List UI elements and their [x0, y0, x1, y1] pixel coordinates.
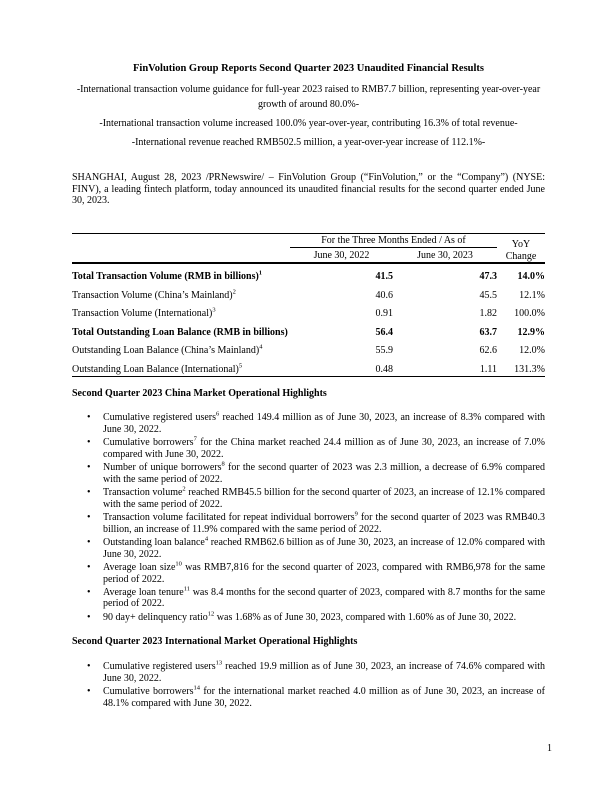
footnote-ref: 10: [175, 560, 182, 568]
yoy-label-line1: YoY: [511, 239, 531, 251]
bullet-icon: •: [87, 437, 91, 449]
yoy-value: 131.3%: [497, 357, 545, 376]
footnote-ref: 2: [232, 288, 236, 296]
yoy-value: 12.0%: [519, 345, 545, 357]
table-row: [72, 338, 545, 357]
bullet-text-pre: Transaction volume facilitated for repeat individual borrowers: [103, 512, 355, 523]
footnote-ref: 3: [212, 306, 216, 314]
footnote-ref: 1: [258, 269, 263, 277]
row-label-text: Outstanding Loan Balance (China’s Mainland): [72, 345, 260, 357]
value-2022: 41.5: [375, 271, 393, 282]
dateline-paragraph: SHANGHAI, August 28, 2023 /PRNewswire/ – FinVolution Group (“FinVolution,” or the “Company”) (NYSE: FINV), a leading fintech platform, today announced its unaudited financial results for the second quarter ended June 30, 2023.: [72, 172, 545, 207]
subheadline-1: -International transaction volume guidance for full-year 2023 raised to RMB7.7 billion, representing year-over-year growth of around 80.0%-: [76, 84, 541, 110]
table-row: [72, 263, 545, 283]
bullet-icon: •: [87, 487, 91, 499]
bullet-text-pre: Cumulative registered users: [103, 661, 216, 673]
yoy-value: 14.0%: [517, 271, 545, 282]
page-content: [72, 62, 545, 711]
bullet-text-pre: Cumulative borrowers: [103, 685, 194, 697]
value-2022: 0.48: [290, 357, 393, 376]
value-2023: 45.5: [479, 289, 497, 301]
intl-bullet-list: [72, 661, 545, 709]
list-item: [72, 512, 545, 535]
row-label-text: Transaction Volume (International): [72, 308, 213, 320]
bullet-text-pre: Outstanding loan balance: [103, 536, 205, 548]
row-label: [72, 263, 290, 283]
bullet-text-pre: Number of unique borrowers: [103, 462, 222, 474]
list-item: [72, 462, 545, 485]
footnote-ref: 14: [193, 684, 201, 692]
bullet-text-post: for the second quarter of 2023 was 2.3 million, a decrease of 6.9% compared with the same period of 2022.: [103, 462, 545, 485]
footnote-ref: 6: [216, 411, 220, 419]
row-label: [72, 301, 290, 320]
value-2022: 40.6: [375, 289, 393, 301]
bullet-text-post: reached 19.9 million as of June 30, 2023, an increase of 74.6% compared with June 30, 2022.: [103, 661, 545, 684]
bullet-text-post: was RMB7,816 for the second quarter of 2023, compared with RMB6,978 for the same period of 2022.: [103, 561, 546, 585]
footnote-ref: 5: [238, 362, 243, 370]
row-label-text: Total Transaction Volume (RMB in billions): [72, 271, 259, 282]
bullet-text-post: was 8.4 months for the second quarter of 2023, compared with 8.7 months for the same period of 2022.: [103, 586, 546, 610]
bullet-text-pre: Cumulative registered users: [103, 412, 217, 424]
list-item: [72, 412, 545, 435]
footnote-ref: 12: [207, 610, 215, 618]
bullet-text-pre: Average loan tenure: [103, 586, 184, 598]
bullet-icon: •: [87, 536, 91, 548]
bullet-icon: •: [87, 512, 91, 523]
bullet-text-post: reached RMB45.5 billion for the second quarter of 2023, an increase of 12.1% compared with the same period of 2022.: [103, 487, 545, 510]
row-label-text: Total Outstanding Loan Balance (RMB in billions): [72, 326, 288, 338]
china-section-heading: Second Quarter 2023 China Market Operational Highlights: [72, 387, 327, 399]
list-item: [72, 587, 545, 610]
subheadline-3: -International revenue reached RMB502.5 million, a year-over-year increase of 112.1%-: [131, 137, 486, 148]
value-2022: 56.4: [375, 326, 393, 338]
row-label-text: Transaction Volume (China’s Mainland): [72, 289, 233, 301]
yoy-value: 12.9%: [517, 326, 545, 338]
bullet-text-pre: Cumulative borrowers: [103, 437, 194, 449]
bullet-icon: •: [87, 685, 91, 697]
bullet-text-post: for the second quarter of 2023 was RMB40.3 billion, an increase of 11.9% compared with the same period of 2022.: [103, 512, 546, 535]
bullet-text-pre: Average loan size: [103, 561, 176, 573]
empty-header-cell: [72, 234, 290, 264]
bullet-text-pre: 90 day+ delinquency ratio: [103, 611, 208, 623]
value-2023: 1.11: [393, 357, 497, 376]
bullet-text-post: was 1.68% as of June 30, 2023, compared with 1.60% as of June 30, 2022.: [214, 611, 517, 623]
table-row: [72, 357, 545, 376]
table-row: [72, 320, 545, 339]
table-body: [72, 263, 545, 376]
yoy-value: 100.0%: [514, 308, 545, 320]
list-item: [72, 661, 545, 684]
row-label: [72, 357, 290, 376]
value-2023: 47.3: [479, 271, 497, 282]
subheadline-2: -International transaction volume increased 100.0% year-over-year, contributing 16.3% of total revenue-: [99, 118, 518, 129]
bullet-text-pre: Transaction volume: [103, 487, 183, 499]
row-label-text: Outstanding Loan Balance (International): [72, 363, 239, 375]
yoy-column-header: [497, 234, 545, 264]
yoy-label-line2: Change: [505, 250, 537, 262]
page-number: 1: [547, 743, 552, 754]
row-label: [72, 283, 290, 302]
footnote-ref: 7: [193, 435, 197, 443]
bullet-icon: •: [87, 611, 91, 623]
footnote-ref: 2: [182, 485, 186, 493]
list-item: [72, 537, 545, 560]
bullet-text-post: reached RMB62.6 billion as of June 30, 2023, an increase of 12.0% compared with June 30, 2022.: [103, 536, 545, 560]
value-2022: 55.9: [375, 345, 393, 357]
bullet-icon: •: [87, 561, 91, 573]
footnote-ref: 9: [354, 510, 358, 518]
table-row: [72, 301, 545, 320]
bullet-icon: •: [87, 412, 91, 424]
column-header-2023: June 30, 2023: [393, 248, 497, 264]
bullet-icon: •: [87, 586, 91, 598]
column-header-2022: June 30, 2022: [290, 248, 393, 264]
group-header: For the Three Months Ended / As of: [290, 234, 497, 248]
row-label: [72, 320, 290, 339]
footnote-ref: 8: [221, 460, 225, 468]
bullet-text-post: reached 149.4 million as of June 30, 2023, an increase of 8.3% compared with June 30, 2022.: [103, 412, 545, 436]
table-row: [72, 283, 545, 302]
value-2023: 63.7: [479, 326, 497, 338]
press-release-title: FinVolution Group Reports Second Quarter 2023 Unaudited Financial Results: [132, 63, 485, 74]
value-2022: 0.91: [375, 308, 393, 320]
intl-section-heading: Second Quarter 2023 International Market Operational Highlights: [72, 636, 358, 648]
list-item: [72, 487, 545, 510]
footnote-ref: 4: [259, 344, 263, 352]
list-item: [72, 686, 545, 709]
yoy-value: 12.1%: [519, 289, 545, 301]
table-header: [72, 234, 545, 264]
row-label: [72, 338, 290, 357]
bullet-text-post: for the China market reached 24.4 million as of June 30, 2023, an increase of 7.0% compared with June 30, 2022.: [103, 437, 545, 460]
financial-highlights-table: [72, 233, 545, 377]
list-item: [72, 562, 545, 585]
value-2023: 1.82: [479, 308, 497, 320]
footnote-ref: 13: [215, 659, 223, 667]
china-bullet-list: [72, 412, 545, 623]
bullet-icon: •: [87, 661, 91, 673]
value-2023: 62.6: [479, 345, 497, 357]
footnote-ref: 4: [204, 535, 209, 543]
list-item: [72, 437, 545, 460]
bullet-icon: •: [87, 462, 91, 474]
footnote-ref: 11: [183, 585, 190, 593]
bullet-text-post: for the international market reached 4.0 million as of June 30, 2023, an increase of 48.1% compared with June 30, 2022.: [103, 685, 546, 709]
list-item: [72, 612, 545, 624]
